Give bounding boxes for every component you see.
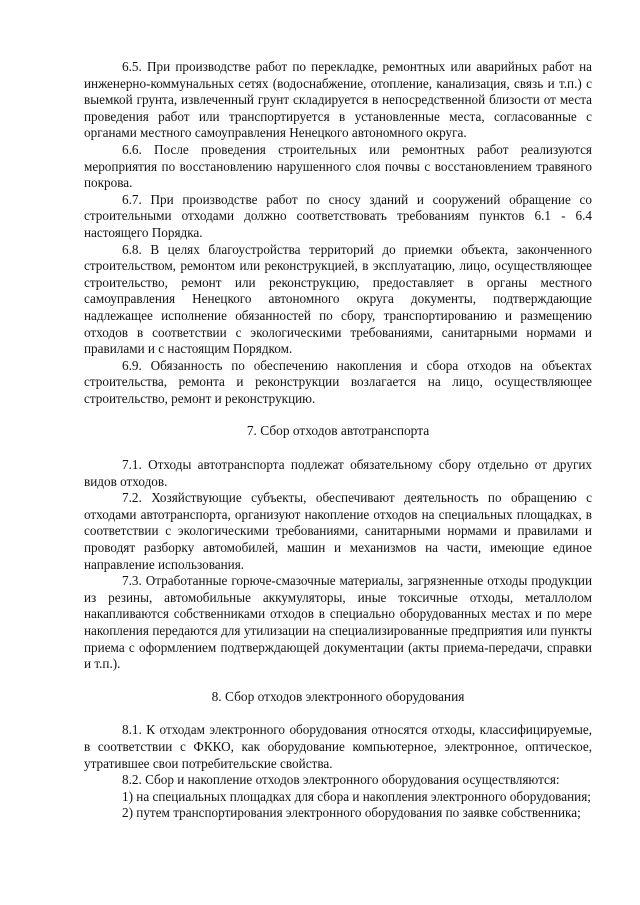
section-7	[84, 457, 592, 673]
paragraph-7-1: 7.1. Отходы автотранспорта подлежат обязательному сбору отдельно от других видов отходов.	[84, 457, 592, 489]
paragraph-6-5: 6.5. При производстве работ по перекладке, ремонтных или аварийных работ на инженерно-коммунальных сетях (водоснабжение, отопление, канализация, связь и т.п.) с выемкой грунта, извлеченный грунт складируется в непосредственной близости от места проведения работ или транспортируется в установленные места, согласованные с органами местного самоуправления Ненецкого автономного округа.	[84, 59, 592, 141]
paragraph-8-2: 8.2. Сбор и накопление отходов электронного оборудования осуществляются:	[122, 772, 560, 788]
paragraph-6-6: 6.6. После проведения строительных или ремонтных работ реализуются мероприятия по восстановлению нарушенного слоя почвы с восстановлением травяного покрова.	[84, 141, 592, 191]
list-item-8-2-2: 2) путем транспортирования электронного оборудования по заявке собственника;	[122, 805, 581, 821]
paragraph-6-9: 6.9. Обязанность по обеспечению накопления и сбора отходов на объектах строительства, ремонта и реконструкции возлагается на лицо, осуществляющее строительство, ремонт и реконструкцию.	[84, 357, 592, 406]
paragraph-6-7: 6.7. При производстве работ по сносу зданий и сооружений обращение со строительными отходами должно соответствовать требованиям пунктов 6.1 - 6.4 настоящего Порядка.	[84, 191, 592, 240]
section-6-continued	[84, 59, 592, 407]
section-8-heading: 8. Сбор отходов электронного оборудования	[211, 688, 465, 704]
paragraph-7-2: 7.2. Хозяйствующие субъекты, обеспечивают деятельность по обращению с отходами автотранспорта, организуют накопление отходов на специальных площадках, в соответствии с экологическими требованиями, санитарными нормами и правилами и проводят разборку автомобилей, машин и механизмов на части, имеющие единое направление использования.	[84, 490, 592, 572]
section-8	[84, 722, 592, 822]
list-item-8-2-1: 1) на специальных площадках для сбора и накопления электронного оборудования;	[122, 788, 591, 804]
paragraph-6-8: 6.8. В целях благоустройства территорий до приемки объекта, законченного строительством, ремонтом или реконструкцией, в эксплуатацию, лицо, осуществляющее строительство, ремонт или реконструкцию, предоставляет в органы местного самоуправления Ненецкого автономного округа документы, подтверждающие надлежащее исполнение обязанностей по сбору, транспортированию и размещению отходов в соответствии с экологическими требованиями, санитарными нормами и правилами и с настоящим Порядком.	[84, 241, 592, 357]
section-7-heading: 7. Сбор отходов автотранспорта	[246, 423, 430, 439]
paragraph-7-3: 7.3. Отработанные горюче-смазочные материалы, загрязненные отходы продукции из резины, автомобильные аккумуляторы, иные токсичные отходы, металлолом накапливаются собственниками отходов в специально оборудованных местах и по мере накопления передаются для утилизации на специализированные предприятия или пункты приема с оформлением подтверждающей документации (акты приема-передачи, справки и т.п.).	[84, 573, 592, 672]
paragraph-8-1: 8.1. К отходам электронного оборудования относятся отходы, классифицируемые, в соответствии с ФККО, как оборудование компьютерное, электронное, оптическое, утратившее свои потребительские свойства.	[84, 722, 592, 771]
